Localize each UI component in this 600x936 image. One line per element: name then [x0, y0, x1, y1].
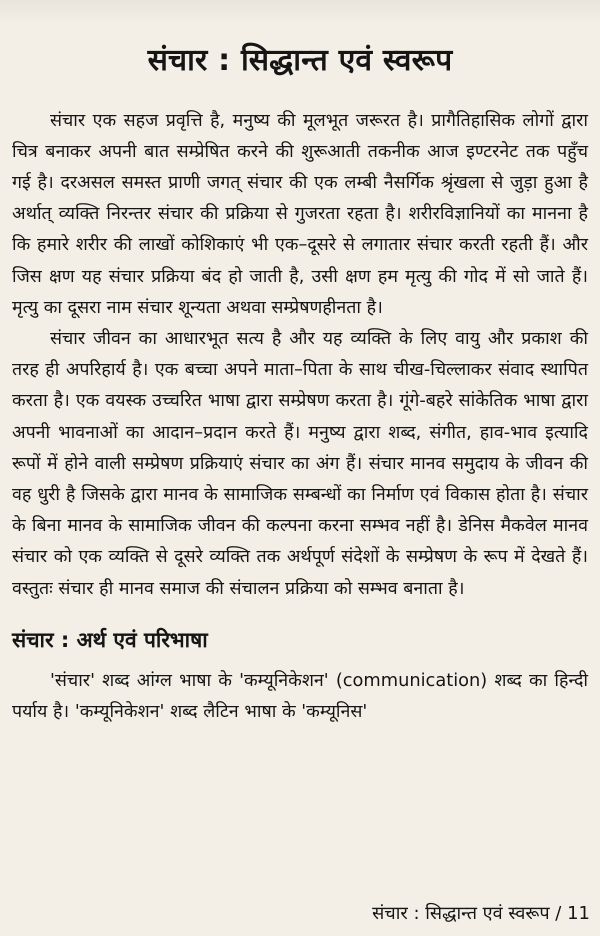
page-title: संचार : सिद्धान्त एवं स्वरूप [147, 43, 453, 78]
section-paragraph: 'संचार' शब्द आंग्ल भाषा के 'कम्यूनिकेशन' (communication) शब्द का हिन्दी पर्याय है। 'कम्यूनिकेशन' शब्द लैटिन भाषा के 'कम्यूनिस' [12, 669, 588, 723]
section-heading: संचार : अर्थ एवं परिभाषा [12, 627, 208, 652]
page-footer: संचार : सिद्धान्त एवं स्वरूप / 11 [372, 903, 590, 925]
paragraph-2: संचार जीवन का आधारभूत सत्य है और यह व्यक्ति के लिए वायु और प्रकाश की तरह ही अपरिहार्य है। एक बच्चा अपने माता–पिता के साथ चीख-चिल्लाकर संवाद स्थापित करता है। एक वयस्क उच्चरित भाषा द्वारा सम्प्रेषण करता है। गूंगे-बहरे सांकेतिक भाषा द्वारा अपनी भावनाओं का आदान–प्रदान करते हैं। मनुष्य द्वारा शब्द, संगीत, हाव-भाव इत्यादि रूपों में होने वाली सम्प्रेषण प्रक्रियाएं संचार का अंग हैं। संचार मानव समुदाय के जीवन की वह धुरी है जिसके द्वारा मानव के सामाजिक सम्बन्धों का निर्माण एवं विकास होता है। संचार के बिना मानव के सामाजिक जीवन की कल्पना करना सम्भव नहीं है। डेनिस मैकवेल मानव संचार को एक व्यक्ति से दूसरे व्यक्ति तक अर्थपूर्ण संदेशों के सम्प्रेषण के रूप में देखते हैं। वस्तुतः संचार ही मानव समाज की संचालन प्रक्रिया को सम्भव बनाता है। [12, 327, 588, 599]
paragraph-1: संचार एक सहज प्रवृत्ति है, मनुष्य की मूलभूत जरूरत है। प्रागैतिहासिक लोगों द्वारा चित्र बनाकर अपनी बात सम्प्रेषित करने की शुरूआती तकनीक आज इण्टरनेट तक पहुँच गई है। दरअसल समस्त प्राणी जगत् संचार की एक लम्बी नैसर्गिक श्रृंखला से जुड़ा हुआ है अर्थात् व्यक्ति निरन्तर संचार की प्रक्रिया से गुजरता रहता है। शरीरविज्ञानियों का मानना है कि हमारे शरीर की लाखों कोशिकाएं भी एक–दूसरे से लगातार संचार करती रहती हैं। और जिस क्षण यह संचार प्रक्रिया बंद हो जाती है, उसी क्षण हम मृत्यु की गोद में सो जाते हैं। मृत्यु का दूसरा नाम संचार शून्यता अथवा सम्प्रेषणहीनता है। [12, 109, 588, 318]
